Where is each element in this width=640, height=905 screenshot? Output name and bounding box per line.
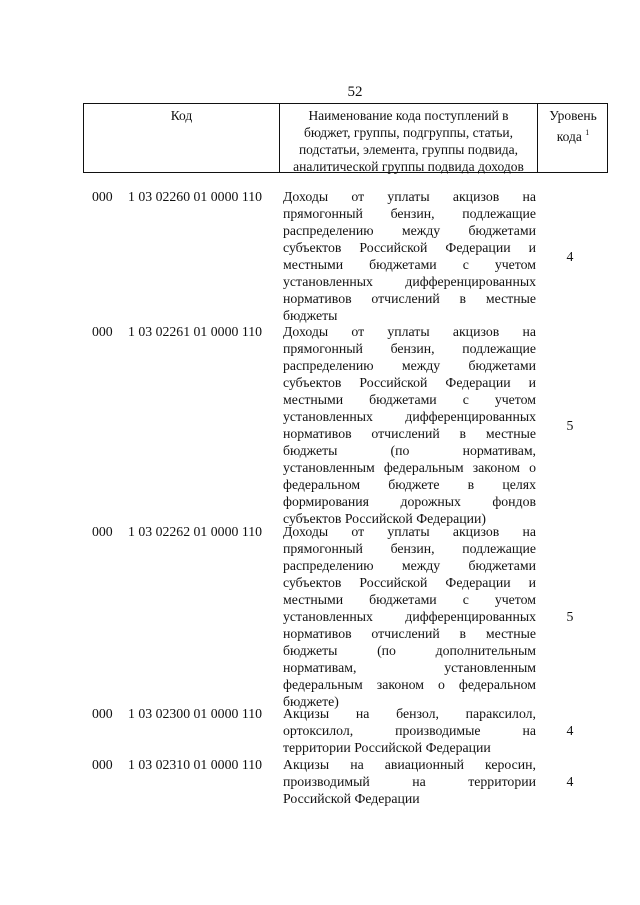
header-level-line2 <box>538 124 608 145</box>
revenue-name-line: нормативам, установленным <box>283 660 536 675</box>
admin-code: 000 <box>92 706 113 721</box>
revenue-name-line: формирования дорожных фондов <box>283 494 536 509</box>
revenue-name-line: Акцизы на авиационный керосин, <box>283 757 536 772</box>
revenue-name-line: федеральном бюджете в целях <box>283 477 536 492</box>
code-level: 4 <box>566 723 574 738</box>
revenue-name-line: федеральным законом о федеральном <box>283 677 536 692</box>
revenue-name-line: нормативов отчислений в местные <box>283 426 536 441</box>
revenue-name-line: прямогонный бензин, подлежащие <box>283 541 536 556</box>
footnote-marker: 1 <box>585 128 590 137</box>
revenue-name-line: Доходы от уплаты акцизов на <box>283 324 536 339</box>
revenue-code: 1 03 02310 01 0000 110 <box>128 757 263 772</box>
revenue-name <box>283 188 536 324</box>
code-level: 5 <box>566 609 574 624</box>
header-code: Код <box>84 104 280 172</box>
header-name-line: Наименование кода поступлений в <box>308 108 509 123</box>
table-header <box>83 103 608 173</box>
revenue-name-line: распределению между бюджетами <box>283 558 536 573</box>
header-level-text: кода <box>556 129 582 144</box>
revenue-name-line: местными бюджетами с учетом <box>283 392 536 407</box>
revenue-name-line: бюджеты (по дополнительным <box>283 643 536 658</box>
revenue-code: 1 03 02261 01 0000 110 <box>128 324 263 339</box>
revenue-name-line: прямогонный бензин, подлежащие <box>283 206 536 221</box>
revenue-name-line: установленным федеральным законом о <box>283 460 536 475</box>
header-name-line: аналитической группы подвида доходов <box>293 159 524 174</box>
revenue-name-line: местными бюджетами с учетом <box>283 257 536 272</box>
revenue-name-line: установленных дифференцированных <box>283 409 536 424</box>
revenue-name <box>283 323 536 527</box>
revenue-name-line: нормативов отчислений в местные <box>283 626 536 641</box>
header-level <box>538 104 608 172</box>
revenue-name-line: местными бюджетами с учетом <box>283 592 536 607</box>
revenue-name-line: субъектов Российской Федерации и <box>283 575 536 590</box>
revenue-name-line: нормативов отчислений в местные <box>283 291 536 306</box>
table-row <box>0 756 640 807</box>
table-row <box>0 705 640 756</box>
header-level-line1: Уровень <box>549 108 597 123</box>
header-name-line: подстатьи, элемента, группы подвида, <box>298 142 519 157</box>
header-name-line: бюджет, группы, подгруппы, статьи, <box>304 125 513 140</box>
table-row <box>0 323 640 527</box>
revenue-name-line: субъектов Российской Федерации и <box>283 240 536 255</box>
revenue-name-line: производимый на территории <box>283 774 536 789</box>
table-row <box>0 188 640 324</box>
code-level: 4 <box>566 774 574 789</box>
page-number: 52 <box>347 84 363 100</box>
revenue-name <box>283 756 536 807</box>
table-row <box>0 523 640 710</box>
revenue-name-line: установленных дифференцированных <box>283 609 536 624</box>
admin-code: 000 <box>92 757 113 772</box>
admin-code: 000 <box>92 189 113 204</box>
header-name <box>280 104 538 172</box>
revenue-name-line: субъектов Российской Федерации) <box>283 511 487 526</box>
revenue-code: 1 03 02260 01 0000 110 <box>128 189 263 204</box>
admin-code: 000 <box>92 324 113 339</box>
revenue-name-line: бюджеты (по нормативам, <box>283 443 536 458</box>
revenue-name-line: установленных дифференцированных <box>283 274 536 289</box>
revenue-name-line: Акцизы на бензол, параксилол, <box>283 706 536 721</box>
revenue-name <box>283 705 536 756</box>
revenue-name-line: ортоксилол, производимые на <box>283 723 536 738</box>
revenue-name-line: Доходы от уплаты акцизов на <box>283 189 536 204</box>
revenue-code: 1 03 02300 01 0000 110 <box>128 706 263 721</box>
revenue-name-line: распределению между бюджетами <box>283 358 536 373</box>
revenue-name <box>283 523 536 710</box>
revenue-name-line: прямогонный бензин, подлежащие <box>283 341 536 356</box>
revenue-name-line: территории Российской Федерации <box>283 740 491 755</box>
revenue-name-line: распределению между бюджетами <box>283 223 536 238</box>
revenue-name-line: Доходы от уплаты акцизов на <box>283 524 536 539</box>
revenue-name-line: субъектов Российской Федерации и <box>283 375 536 390</box>
revenue-name-line: бюджете) <box>283 694 339 709</box>
revenue-name-line: Российской Федерации <box>283 791 420 806</box>
revenue-code: 1 03 02262 01 0000 110 <box>128 524 263 539</box>
revenue-name-line: бюджеты <box>283 308 338 323</box>
code-level: 5 <box>566 418 574 433</box>
admin-code: 000 <box>92 524 113 539</box>
code-level: 4 <box>566 249 574 264</box>
